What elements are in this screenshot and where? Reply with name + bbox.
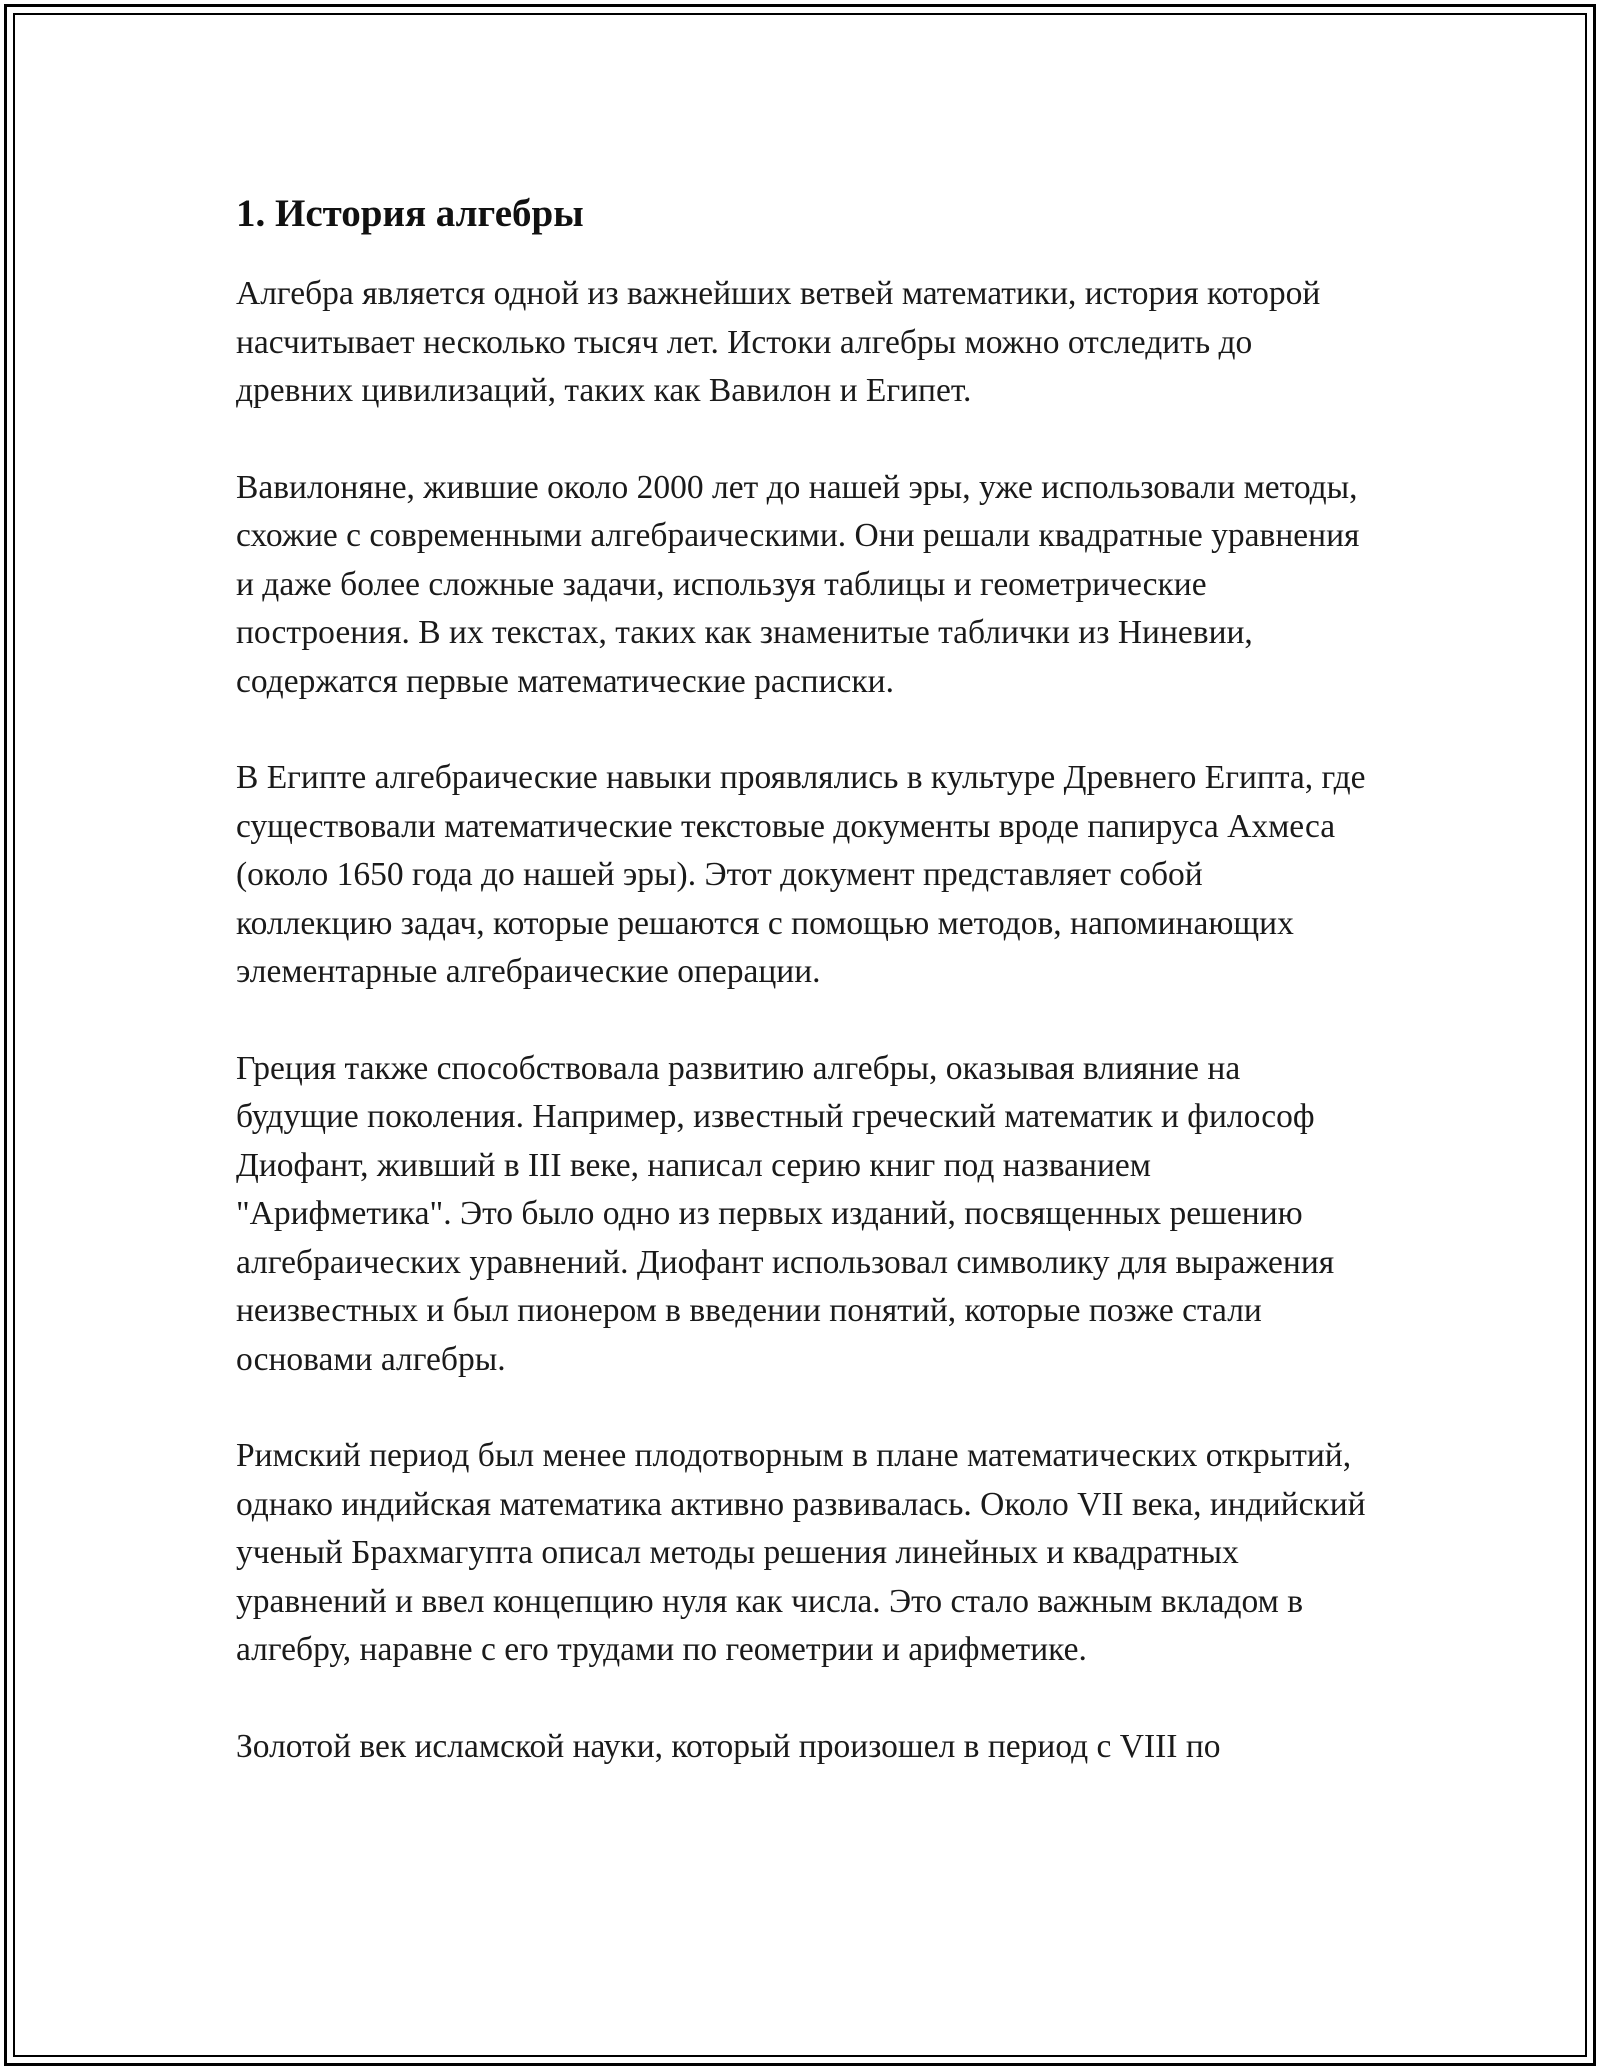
paragraph-intro: Алгебра является одной из важнейших ветвей математики, история которой насчитывает несколько тысяч лет. Истоки алгебры можно отследить до древних цивилизаций, таких как Вавилон и Египет.	[236, 275, 1321, 409]
paragraph-islamic-golden-age: Золотой век исламской науки, который произошел в период с VIII по	[236, 1727, 1221, 1765]
paragraph-greece: Греция также способствовала развитию алгебры, оказывая влияние на будущие поколения. Например, известный греческий математик и философ Диофант, живший в III веке, написал серию книг под названием "Арифметика". Это было одно из первых изданий, посвященных решению алгебраических уравнений. Диофант использовал символику для выражения неизвестных и был пионером в введении понятий, которые позже стали основами алгебры.	[236, 1049, 1335, 1378]
section-heading: 1. История алгебры	[236, 192, 584, 235]
paragraph-babylon: Вавилоняне, жившие около 2000 лет до нашей эры, уже использовали методы, схожие с современными алгебраическими. Они решали квадратные уравнения и даже более сложные задачи, используя таблицы и геометрические построения. В их текстах, таких как знаменитые таблички из Ниневии, содержатся первые математические расписки.	[236, 468, 1360, 700]
document-body	[236, 186, 1366, 1819]
paragraph-rome-india: Римский период был менее плодотворным в плане математических открытий, однако индийская математика активно развивалась. Около VII века, индийский ученый Брахмагупта описал методы решения линейных и квадратных уравнений и ввел концепцию нуля как числа. Это стало важным вкладом в алгебру, наравне с его трудами по геометрии и арифметике.	[236, 1437, 1366, 1668]
paragraph-egypt: В Египте алгебраические навыки проявлялись в культуре Древнего Египта, где существовали математические текстовые документы вроде папируса Ахмеса (около 1650 года до нашей эры). Этот документ представляет собой коллекцию задач, которые решаются с помощью методов, напоминающих элементарные алгебраические операции.	[236, 759, 1366, 990]
